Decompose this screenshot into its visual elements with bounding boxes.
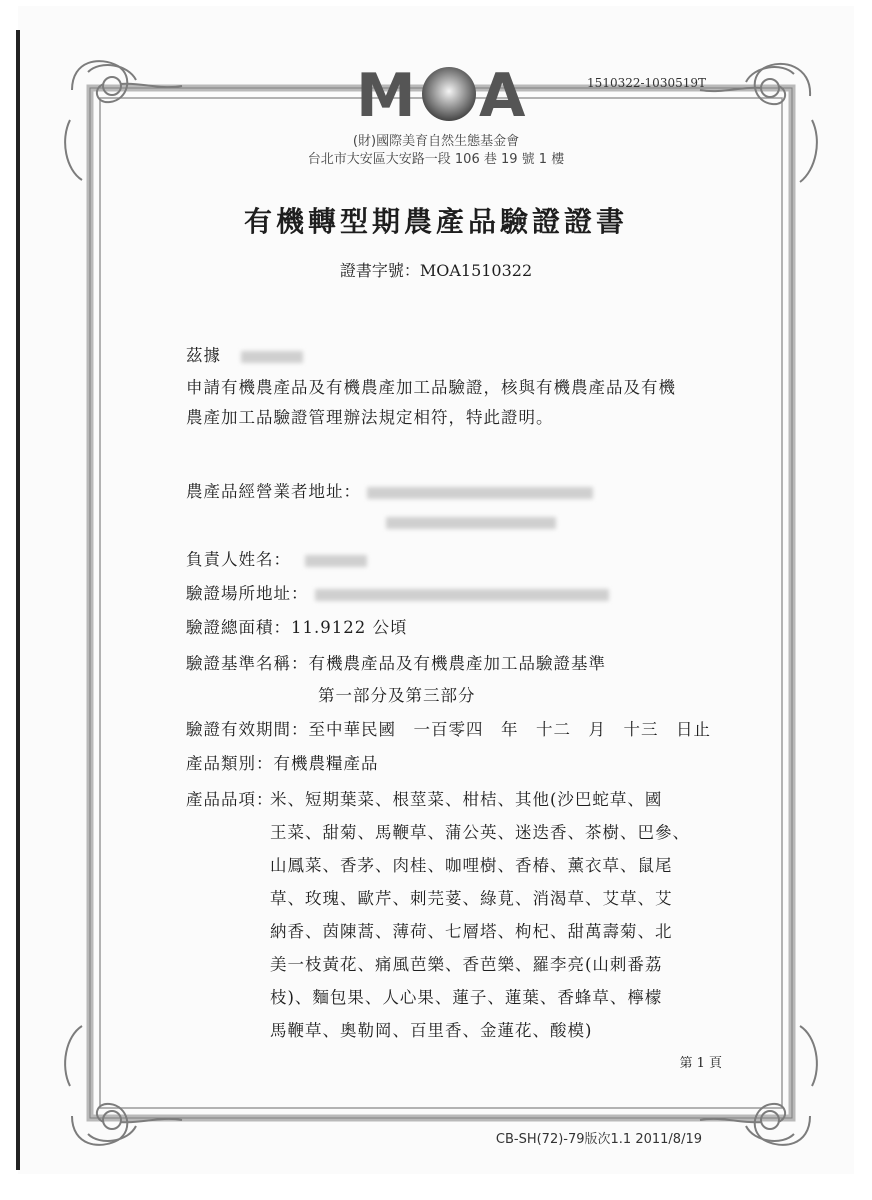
according-line xyxy=(186,342,303,366)
site-address-row xyxy=(186,580,609,604)
serial-number: 1510322-1030519T xyxy=(587,76,706,90)
product-items-label: 產品品項： xyxy=(186,790,274,809)
organization-name: (財)國際美育自然生態基金會 xyxy=(352,134,520,149)
page-number: 第 1 頁 xyxy=(679,1056,722,1071)
standard-name: 驗證基準名稱：有機農產品及有機農產加工品驗證基準 xyxy=(186,654,606,673)
form-code: CB-SH(72)-79版次1.1 2011/8/19 xyxy=(495,1132,702,1147)
site-address-label: 驗證場所地址： xyxy=(186,584,309,603)
operator-address-row xyxy=(186,478,593,502)
svg-text:A: A xyxy=(479,61,526,124)
certificate-number: 證書字號：MOA1510322 xyxy=(339,261,533,280)
redacted-site-address xyxy=(315,589,609,601)
total-area: 驗證總面積：11.9122 公頃 xyxy=(186,618,408,637)
product-items-line: 王菜、甜菊、馬鞭草、蒲公英、迷迭香、茶樹、巴參、 xyxy=(270,823,690,842)
certificate-title: 有機轉型期農產品驗證證書 xyxy=(243,205,628,238)
redacted-applicant-name xyxy=(241,351,303,363)
redacted-operator-address-line2 xyxy=(386,517,556,529)
corner-ornament-bottom-right xyxy=(700,1026,817,1145)
statement-line-2: 農產加工品驗證管理辦法規定相符，特此證明。 xyxy=(186,408,554,427)
validity-period: 驗證有效期間：至中華民國 一百零四 年 十二 月 十三 日止 xyxy=(186,720,711,739)
redacted-responsible-person xyxy=(305,555,367,567)
product-items-line: 草、玫瑰、歐芹、刺芫荽、綠莧、消渴草、艾草、艾 xyxy=(270,889,673,908)
moa-logo xyxy=(356,60,530,124)
responsible-person-label: 負責人姓名： xyxy=(186,550,291,569)
operator-address-label: 農產品經營業者地址： xyxy=(186,482,361,501)
product-category: 產品類別：有機農糧產品 xyxy=(186,754,379,773)
svg-text:M: M xyxy=(356,61,416,124)
responsible-person-row xyxy=(186,546,367,570)
product-items-line: 山鳳菜、香茅、肉桂、咖哩樹、香椿、薰衣草、鼠尾 xyxy=(270,856,673,875)
product-items-line: 米、短期葉菜、根莖菜、柑桔、其他(沙巴蛇草、國 xyxy=(270,790,663,809)
corner-ornament-bottom-left xyxy=(65,1026,182,1145)
product-items-line: 枝)、麵包果、人心果、蓮子、蓮葉、香蜂草、檸檬 xyxy=(270,988,663,1007)
organization-address: 台北市大安區大安路一段 106 巷 19 號 1 樓 xyxy=(307,152,565,167)
statement-line-1: 申請有機農產品及有機農產加工品驗證，核與有機農產品及有機 xyxy=(186,378,676,397)
product-items-line: 納香、茵陳蒿、薄荷、七層塔、枸杞、甜萬壽菊、北 xyxy=(270,922,673,941)
product-items-line: 馬鞭草、奧勒岡、百里香、金蓮花、酸模) xyxy=(270,1021,593,1040)
according-label: 茲據 xyxy=(186,346,221,365)
operator-address-continued xyxy=(386,512,556,531)
standard-name-continued: 第一部分及第三部分 xyxy=(318,686,476,705)
redacted-operator-address xyxy=(367,487,593,499)
product-items-line: 美一枝黃花、痛風芭樂、香芭樂、羅李亮(山刺番荔 xyxy=(270,955,663,974)
